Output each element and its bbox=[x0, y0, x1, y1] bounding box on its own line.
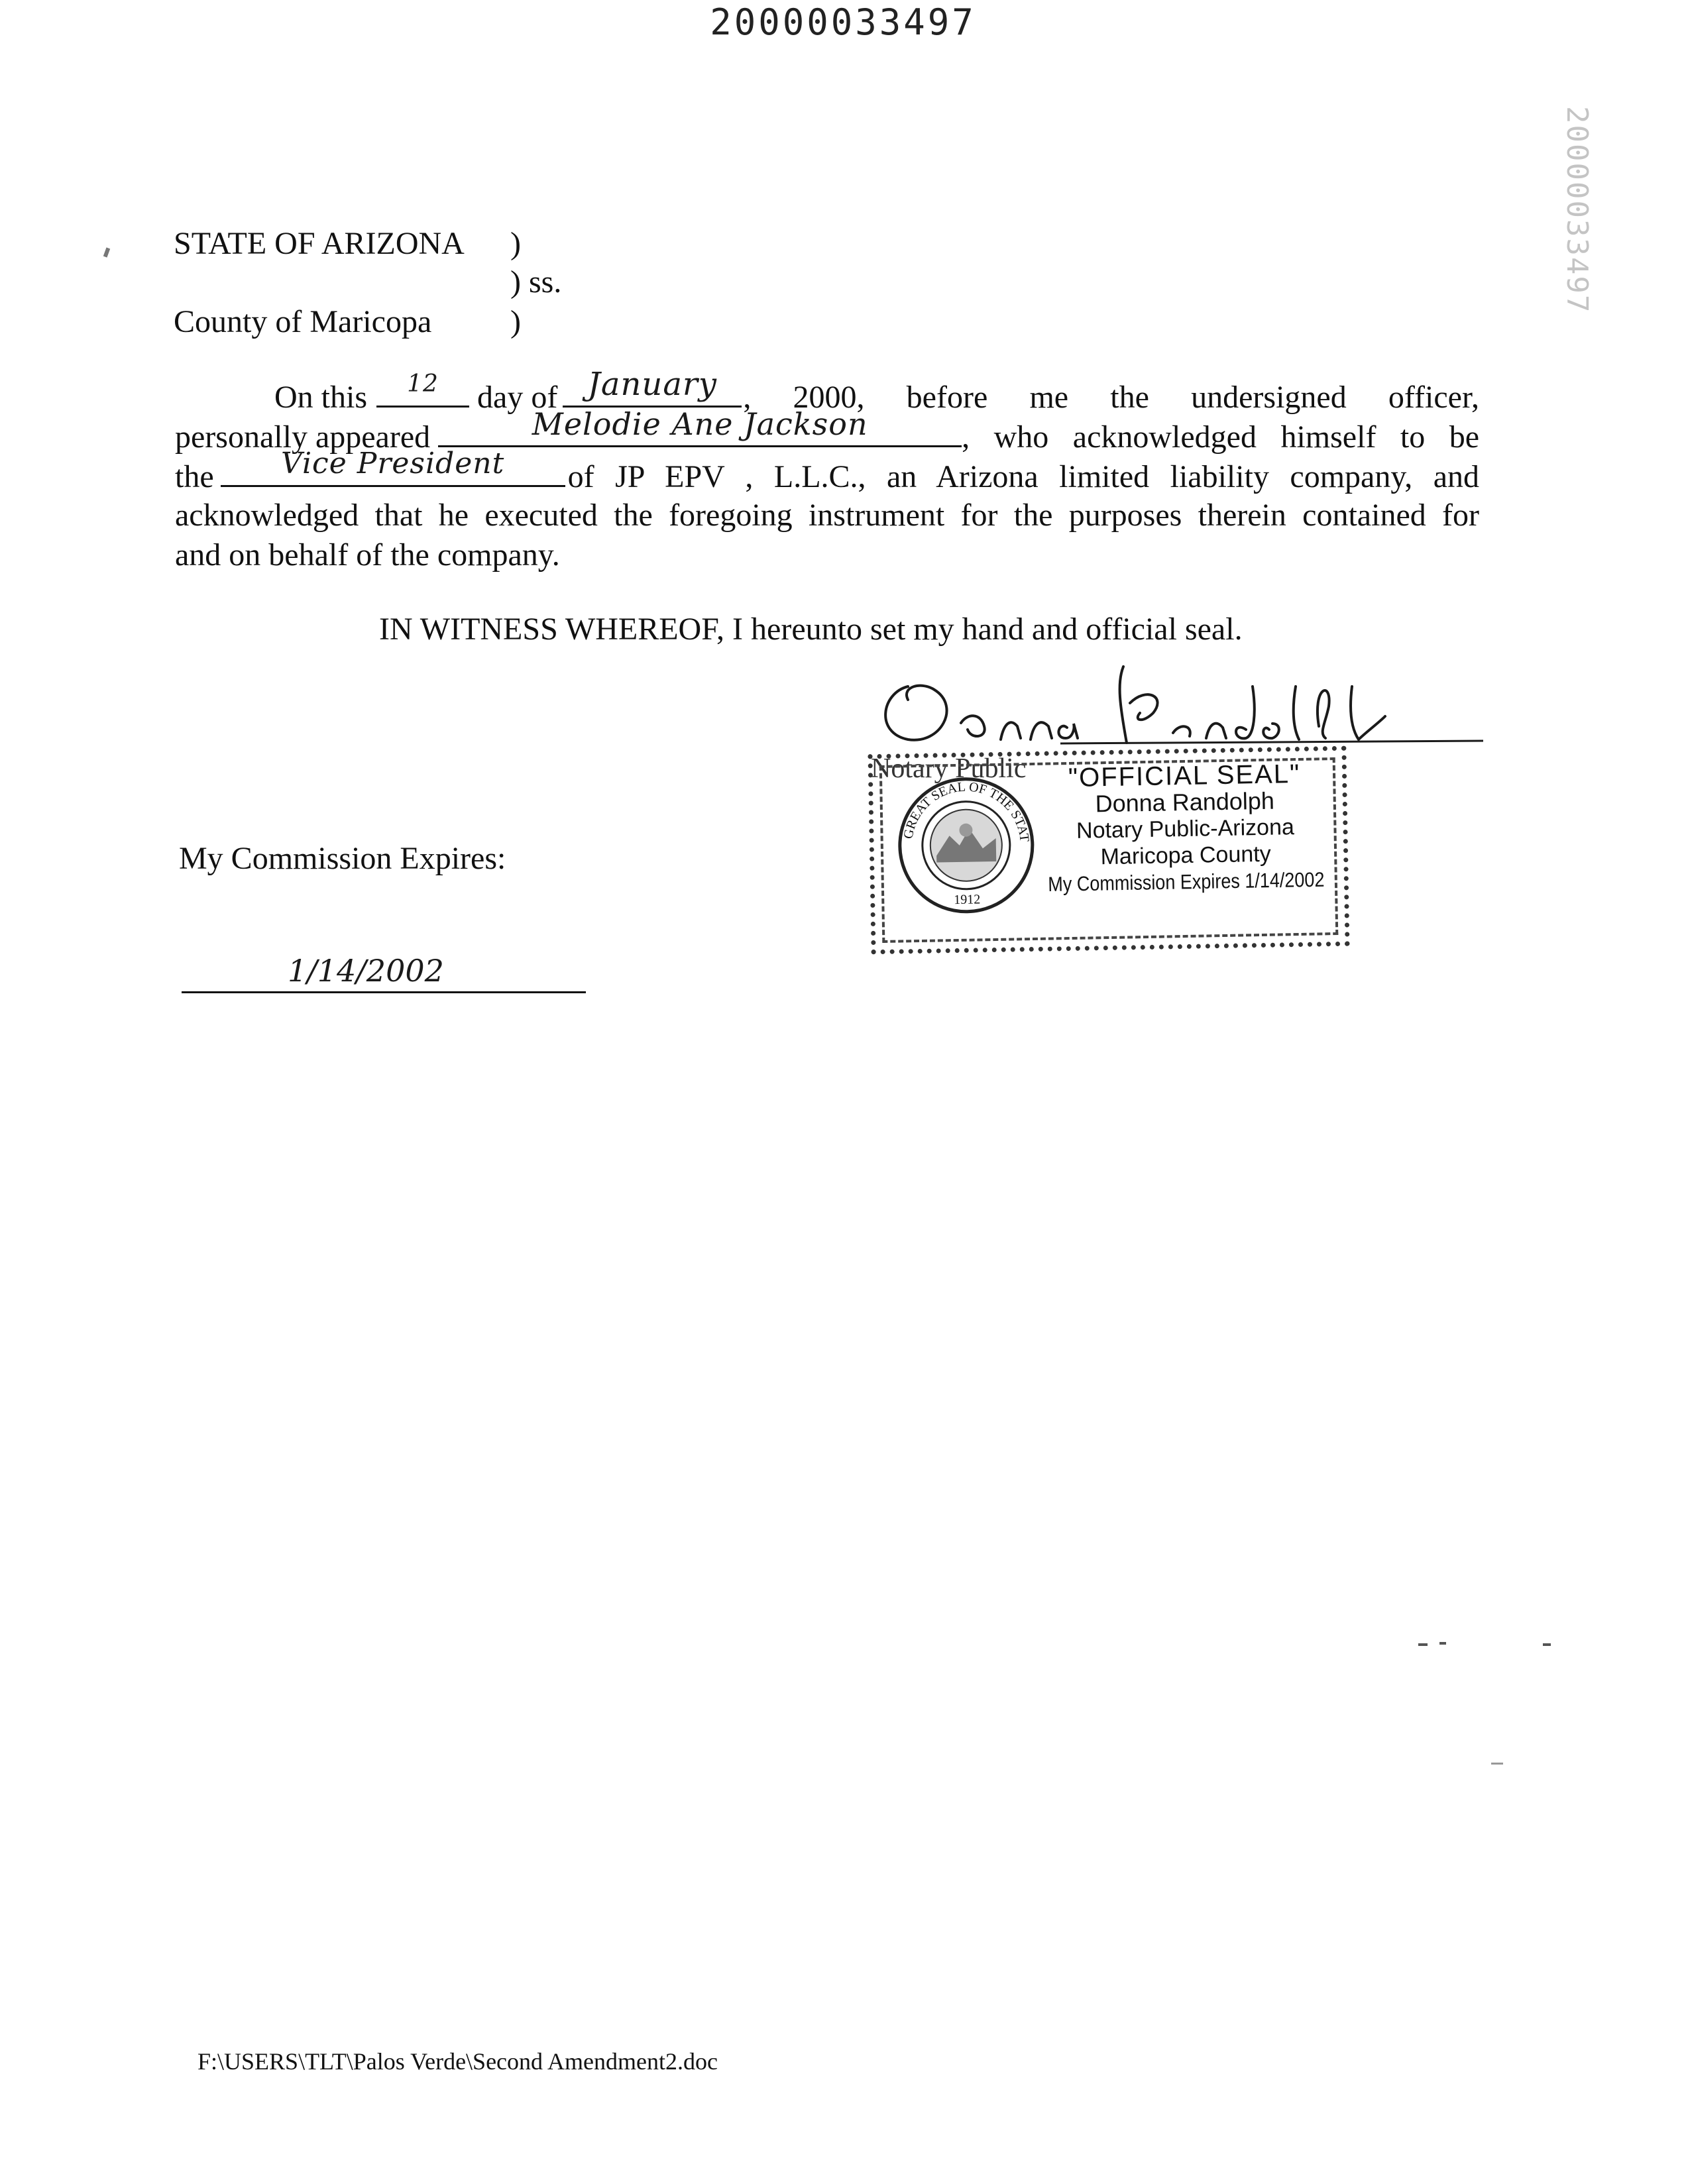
month-blank bbox=[563, 366, 742, 408]
seal-line-county: Maricopa County bbox=[1100, 841, 1271, 870]
on-this-label: On this bbox=[274, 380, 368, 415]
seal-arc-text: GREAT SEAL OF THE STATE bbox=[901, 779, 1032, 843]
seal-year: 1912 bbox=[954, 892, 981, 908]
notary-signature bbox=[862, 660, 1485, 753]
the-label: the bbox=[175, 459, 214, 494]
commission-expires-label: My Commission Expires: bbox=[179, 841, 506, 876]
state-seal-emblem bbox=[895, 775, 1037, 916]
person-handwritten: Melodie Ane Jackson bbox=[532, 406, 868, 442]
document-number: 20000033497 bbox=[710, 1, 976, 43]
venue-paren-top: ) bbox=[510, 226, 521, 261]
scan-speck bbox=[1439, 1642, 1446, 1645]
title-blank bbox=[221, 447, 565, 487]
company-text: of JP EPV , L.L.C., an Arizona limited liability company, and bbox=[567, 459, 1479, 494]
day-handwritten: 12 bbox=[407, 370, 439, 398]
seal-line-name: Donna Randolph bbox=[1095, 787, 1275, 818]
venue-state: STATE OF ARIZONA bbox=[174, 226, 465, 261]
year-text: , 2000, before me the undersigned officer, bbox=[743, 380, 1479, 415]
ack-line-3 bbox=[175, 447, 1479, 497]
commission-expires-handwritten: 1/14/2002 bbox=[288, 953, 444, 989]
person-blank bbox=[438, 406, 962, 447]
signature-scrawl bbox=[862, 660, 1485, 753]
scan-speck bbox=[1543, 1643, 1551, 1646]
notary-public-label: Notary Public bbox=[871, 753, 1027, 784]
side-recording-number: 20000033497 bbox=[1560, 106, 1594, 314]
day-of-label: day of bbox=[477, 380, 558, 415]
venue-paren-bottom: ) bbox=[510, 304, 521, 339]
acknowledged-himself-text: , who acknowledged himself to be bbox=[962, 419, 1479, 455]
ack-line-4: acknowledged that he executed the foregoing instrument for the purposes therein contained for bbox=[175, 498, 1479, 533]
venue-ss: ) ss. bbox=[510, 264, 562, 300]
seal-text-block bbox=[1039, 757, 1332, 898]
seal-line-notary: Notary Public-Arizona bbox=[1076, 814, 1295, 844]
venue-county: County of Maricopa bbox=[174, 304, 432, 339]
seal-line-expires: My Commission Expires 1/14/2002 bbox=[1047, 868, 1325, 896]
scan-speck bbox=[1491, 1763, 1503, 1765]
seal-line-official: "OFFICIAL SEAL" bbox=[1068, 759, 1301, 793]
ack-line-5: and on behalf of the company. bbox=[175, 537, 560, 573]
title-handwritten: Vice President bbox=[280, 447, 505, 480]
witness-statement: IN WITNESS WHEREOF, I hereunto set my hand and official seal. bbox=[379, 612, 1243, 647]
official-seal-stamp bbox=[868, 746, 1349, 955]
margin-mark bbox=[103, 247, 110, 257]
commission-expires-blank bbox=[182, 952, 586, 993]
scan-speck bbox=[1418, 1643, 1428, 1646]
month-handwritten: January bbox=[587, 366, 717, 403]
seal-emblem-graphic bbox=[895, 775, 1037, 916]
personally-appeared-label: personally appeared bbox=[175, 419, 431, 455]
footer-file-path: F:\USERS\TLT\Palos Verde\Second Amendment2.doc bbox=[197, 2048, 718, 2075]
day-blank bbox=[376, 370, 469, 408]
